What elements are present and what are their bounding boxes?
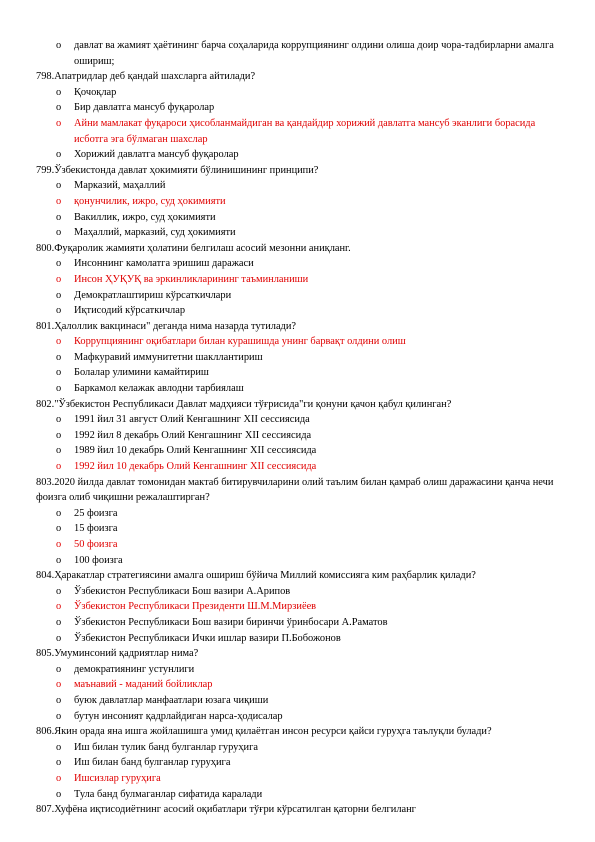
answer-option: [56, 412, 595, 428]
answer-text: Маҳаллий, марказий, суд ҳокимияти: [74, 227, 236, 239]
question: [36, 163, 595, 179]
question-number: 802.: [36, 398, 55, 410]
bullet-icon: o: [56, 40, 62, 51]
answer-text: Инсоннинг камолатга эришиш даражаси: [74, 258, 254, 270]
answer-text: Ўзбекистон Республикаси Бош вазири биринчи ўринбосари А.Раматов: [74, 616, 388, 628]
answer-option: [56, 521, 595, 537]
answer-option: [56, 553, 595, 569]
bullet-icon: o: [56, 195, 62, 207]
answer-option-correct: [56, 537, 595, 553]
bullet-icon: o: [56, 429, 62, 441]
bullet-icon: o: [56, 273, 62, 285]
answer-text: Ўзбекистон Республикаси Ички ишлар вазири П.Бобожонов: [74, 632, 341, 644]
question: [36, 319, 595, 335]
answer-option: [56, 443, 595, 459]
answer-text: Ишсизлар гуруҳига: [74, 772, 161, 784]
answer-text: Бир давлатга мансуб фуқаролар: [74, 102, 215, 114]
question-number: 807.: [36, 804, 55, 816]
answer-text: буюк давлатлар манфаатлари юзага чиқиши: [74, 694, 269, 706]
answer-text: 1992 йил 8 декабрь Олий Кенгашнинг XII сессиясида: [74, 429, 312, 441]
question-text: Ўзбекистонда давлат ҳокимияти бўлинишининг принципи?: [54, 164, 319, 176]
bullet-icon: o: [56, 414, 62, 426]
answer-text: Ўзбекистон Республикаси Бош вазири А.Арипов: [74, 585, 291, 597]
answer-text: Вакиллик, ижро, суд ҳокимияти: [74, 211, 216, 223]
answer-text: 1989 йил 10 декабрь Олий Кенгашнинг XII сессиясида: [74, 445, 317, 457]
answer-option: [56, 631, 595, 647]
answer-option: [56, 210, 595, 226]
question: [36, 802, 595, 818]
answer-text: 15 фоизга: [74, 523, 118, 535]
bullet-icon: o: [56, 180, 62, 192]
bullet-icon: o: [56, 289, 62, 301]
bullet-icon: o: [56, 445, 62, 457]
bullet-icon: o: [56, 305, 62, 317]
bullet-icon: o: [56, 772, 62, 784]
answer-text: Демократлаштириш кўрсаткичлари: [74, 289, 232, 301]
answer-text: қонунчилик, ижро, суд ҳокимияти: [74, 195, 226, 207]
answer-option: [56, 709, 595, 725]
question: [36, 241, 595, 257]
bullet-icon: o: [56, 461, 62, 473]
answer-text: 25 фоизга: [74, 507, 118, 519]
answer-text: 100 фоизга: [74, 554, 123, 566]
answer-option: [56, 615, 595, 631]
answer-option: [56, 85, 595, 101]
bullet-icon: o: [56, 507, 62, 519]
answer-option: [56, 365, 595, 381]
bullet-icon: o: [56, 539, 62, 550]
answer-option-correct: [56, 116, 595, 147]
bullet-icon: o: [56, 149, 62, 161]
question-text: Хуфёна иқтисодиётнинг асосий оқибатлари тўғри кўрсатилган қаторни белгиланг: [54, 804, 416, 816]
question-text: Фуқаролик жамияти ҳолатини белгилаш асосий мезонни аниқланг.: [54, 242, 351, 254]
answer-text: Қочоқлар: [74, 86, 117, 98]
question-number: 800.: [36, 242, 55, 254]
question-number: 806.: [36, 726, 55, 738]
bullet-icon: o: [56, 117, 62, 129]
answer-text: Инсон ҲУҚУҚ ва эркинликларининг таъминланиши: [74, 273, 309, 285]
bullet-icon: o: [56, 258, 62, 270]
question-number: 798.: [36, 71, 55, 83]
bullet-icon: o: [56, 741, 62, 753]
bullet-icon: o: [56, 367, 62, 379]
answer-option-correct: [56, 334, 595, 350]
answer-option-correct: [56, 194, 595, 210]
answer-option: [56, 225, 595, 241]
question: [36, 475, 595, 506]
answer-text: Иқтисодий кўрсаткичлар: [74, 305, 186, 317]
answer-text: маънавий - маданий бойликлар: [74, 679, 213, 691]
answer-text: Иш билан банд булганлар гуруҳига: [74, 757, 231, 769]
answer-option: [56, 506, 595, 522]
bullet-icon: o: [56, 351, 62, 363]
answer-option-correct: [56, 272, 595, 288]
answer-option-correct: [56, 599, 595, 615]
bullet-icon: o: [56, 383, 62, 395]
bullet-icon: o: [56, 585, 62, 597]
answer-option: [56, 381, 595, 397]
question-text: Якин орада яна ишга жойлашишга умид қилаётган инсон ресурси қайси гуруҳга таълуқли булади?: [54, 726, 492, 738]
answer-text: Баркамол келажак авлодни тарбиялаш: [74, 383, 244, 395]
question-number: 805.: [36, 648, 55, 660]
answer-text: давлат ва жамият ҳаётининг барча соҳаларида коррупциянинг олдини олиша доир чора-тадбирларни амалга ошириш;: [74, 40, 554, 67]
answer-option: [56, 584, 595, 600]
answer-text: Ўзбекистон Республикаси Президенти Ш.М.Мирзиёев: [74, 601, 317, 613]
bullet-icon: o: [56, 102, 62, 114]
answer-option: [56, 350, 595, 366]
bullet-icon: o: [56, 554, 62, 566]
answer-option: [56, 787, 595, 803]
question-number: 799.: [36, 164, 55, 176]
answer-text: Иш билан тулик банд булганлар гуруҳига: [74, 741, 258, 753]
question-number: 801.: [36, 320, 55, 332]
question-text: Ҳалоллик вакцинаси" деганда нима назарда тутилади?: [54, 320, 297, 332]
question-number: 804.: [36, 570, 55, 582]
bullet-icon: o: [56, 523, 62, 535]
bullet-icon: o: [56, 694, 62, 706]
bullet-icon: o: [56, 601, 62, 613]
question-text: Апатридлар деб қандай шахсларга айтилади?: [54, 71, 256, 83]
bullet-icon: o: [56, 616, 62, 628]
question: [36, 646, 595, 662]
answer-text: Тула банд булмаганлар сифатида каралади: [74, 788, 263, 800]
answer-option: [56, 662, 595, 678]
answer-option: [56, 147, 595, 163]
question-text: Умуминсоний қадриятлар нима?: [54, 648, 199, 660]
answer-option: [56, 693, 595, 709]
document-body: [0, 38, 595, 818]
bullet-icon: o: [56, 663, 62, 675]
bullet-icon: o: [56, 336, 62, 348]
bullet-icon: o: [56, 710, 62, 722]
answer-text: Марказий, маҳаллий: [74, 180, 166, 192]
answer-option: [56, 740, 595, 756]
answer-option: [56, 755, 595, 771]
answer-option: [56, 288, 595, 304]
question: [36, 69, 595, 85]
question-number: 803.: [36, 476, 55, 488]
answer-text: 1992 йил 10 декабрь Олий Кенгашнинг XII сессиясида: [74, 461, 317, 473]
answer-option: [56, 303, 595, 319]
question: [36, 568, 595, 584]
answer-text: Мафкуравий иммунитетни шакллантириш: [74, 351, 263, 363]
question: [36, 724, 595, 740]
bullet-icon: o: [56, 632, 62, 644]
answer-text: Коррупциянинг оқибатлари билан курашишда унинг барвақт олдини олиш: [74, 336, 406, 348]
question-text: "Ўзбекистон Республикаси Давлат мадҳияси тўғрисида"ги қонуни қачон қабул қилинган?: [54, 398, 452, 410]
answer-option-correct: [56, 677, 595, 693]
answer-text: 50 фоизга: [74, 539, 118, 550]
bullet-icon: o: [56, 227, 62, 239]
answer-option: [56, 100, 595, 116]
answer-option-correct: [56, 771, 595, 787]
bullet-icon: o: [56, 788, 62, 800]
answer-text: бутун инсоният қадрлайдиган нарса-ҳодисалар: [74, 710, 283, 722]
bullet-icon: o: [56, 86, 62, 98]
bullet-icon: o: [56, 757, 62, 769]
answer-text: Айни мамлакат фуқароси ҳисобланмайдиган ва қандайдир хорижий давлатга мансуб эканлиги борасида исботга эга бўлмаган шахслар: [74, 117, 536, 145]
answer-option-correct: [56, 459, 595, 475]
question-text: Ҳаракатлар стратегиясини амалга ошириш бўйича Миллий комиссияга ким раҳбарлик қилади?: [54, 570, 476, 582]
question-text: 2020 йилда давлат томонидан мактаб битирувчиларини олий таълим билан қамраб олиш даражасини қанча нечи фоизга олиб чиқишни режалаштирган?: [36, 476, 554, 504]
answer-text: Хорижий давлатга мансуб фуқаролар: [74, 149, 239, 161]
answer-text: 1991 йил 31 август Олий Кенгашнинг XII сессиясида: [74, 414, 310, 426]
question: [36, 397, 595, 413]
answer-text: демократиянинг устунлиги: [74, 663, 195, 675]
answer-option: [56, 428, 595, 444]
answer-option: [56, 38, 595, 69]
answer-text: Болалар улимини камайтириш: [74, 367, 209, 379]
answer-option: [56, 178, 595, 194]
bullet-icon: o: [56, 679, 62, 691]
bullet-icon: o: [56, 211, 62, 223]
answer-option: [56, 256, 595, 272]
